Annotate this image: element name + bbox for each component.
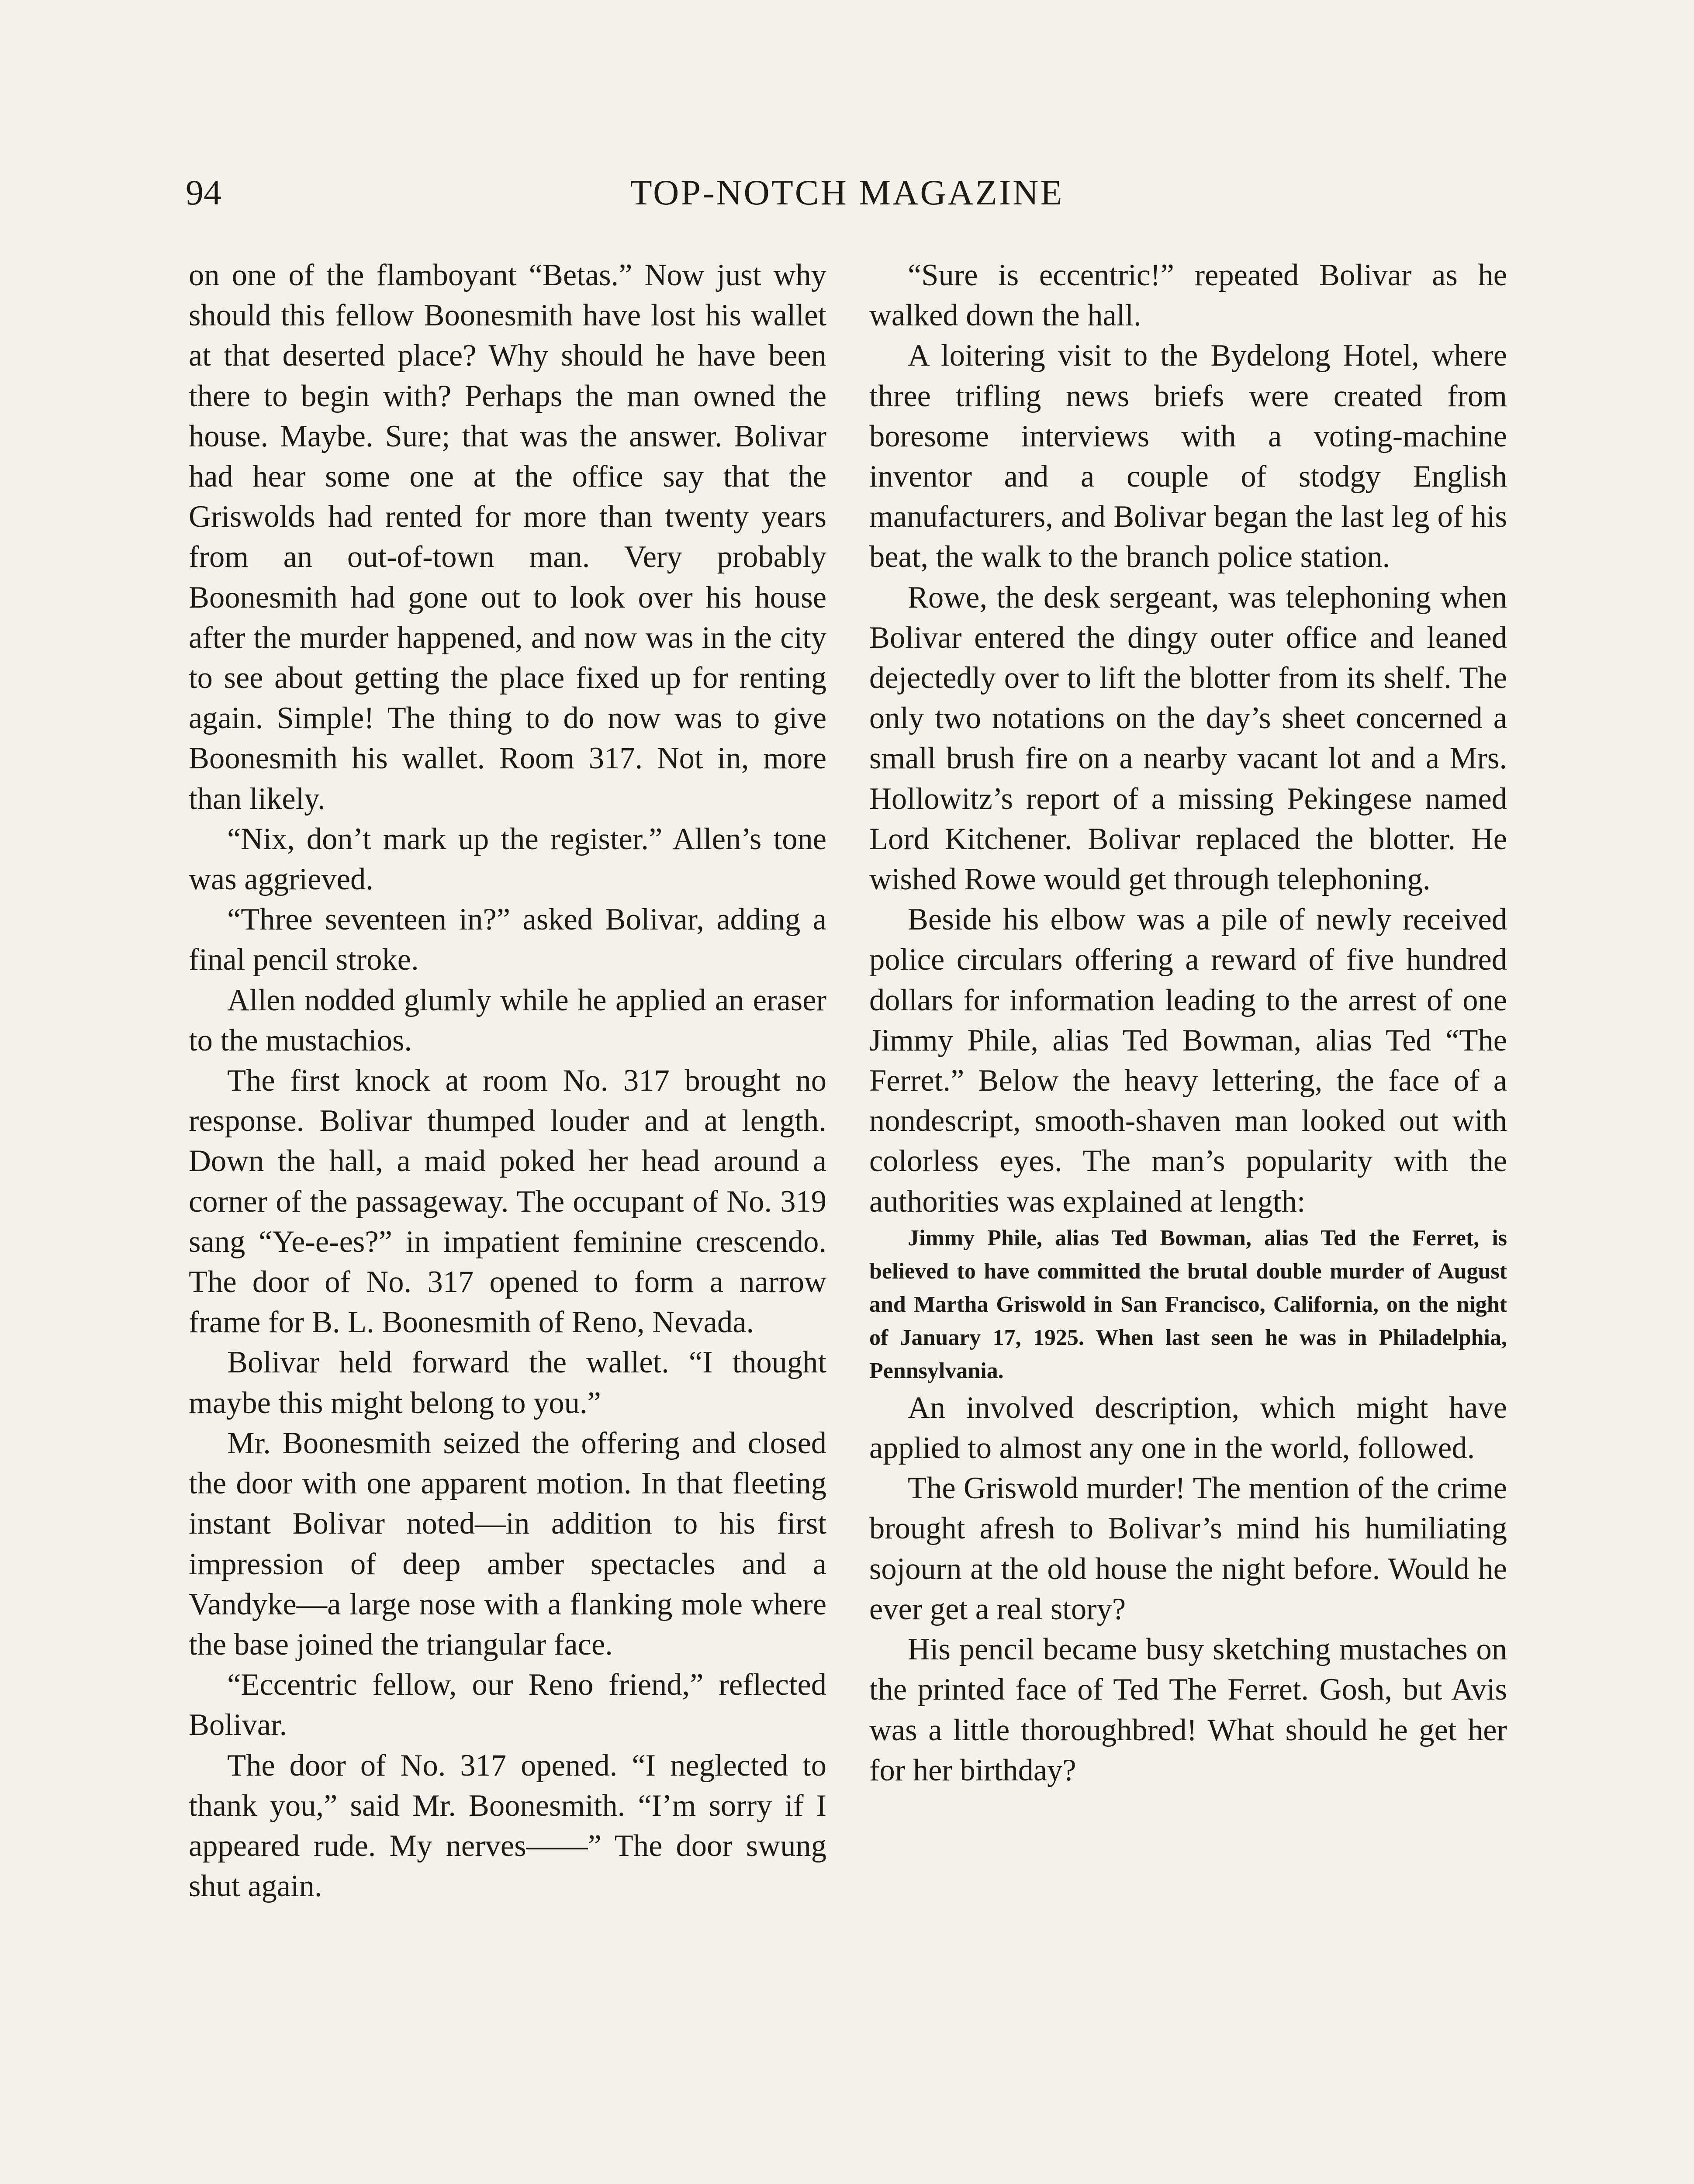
paragraph: The first knock at room No. 317 brought no response. Bolivar thumped louder and at length. Down the hall, a maid poked her head around a corner of the passageway. The occupant of No. 319 sang “Ye-e-es?” in impatient feminine crescendo. The door of No. 317 opened to form a narrow frame for B. L. Boonesmith of Reno, Nevada. [189,1064,826,1340]
paragraph: The Griswold murder! The mention of the crime brought afresh to Bolivar’s mind his humiliating sojourn at the old house the night before. Would he ever get a real story? [869,1471,1507,1626]
page-number: 94 [186,173,221,212]
right-column [869,255,1507,1790]
paragraph: The door of No. 317 opened. “I neglected to thank you,” said Mr. Boonesmith. “I’m sorry if I appeared rude. My nerves——” The door swung shut again. [189,1748,826,1904]
paragraph: “Sure is eccentric!” repeated Bolivar as he walked down the hall. [869,258,1507,333]
police-circular-excerpt: Jimmy Phile, alias Ted Bowman, alias Ted the Ferret, is believed to have committed the brutal double murder of August and Martha Griswold in San Francisco, California, on the night of January 17, 1925. When last seen he was in Philadelphia, Pennsylvania. [869,1225,1507,1383]
paragraph: Mr. Boonesmith seized the offering and closed the door with one apparent motion. In that fleeting instant Bolivar noted—in addition to his first impression of deep amber spectacles and a Vandyke—a large nose with a flanking mole where the base joined the triangular face. [189,1426,826,1662]
paragraph: “Three seventeen in?” asked Bolivar, adding a final pencil stroke. [189,902,826,977]
paragraph: Rowe, the desk sergeant, was telephoning when Bolivar entered the dingy outer office and leaned dejectedly over to lift the blotter from its shelf. The only two notations on the day’s sheet concerned a small brush fire on a nearby vacant lot and a Mrs. Hollowitz’s report of a missing Pekingese named Lord Kitchener. Bolivar replaced the blotter. He wished Rowe would get through telephoning. [869,580,1507,897]
paragraph: An involved description, which might have applied to almost any one in the world, followed. [869,1390,1507,1465]
paragraph: Beside his elbow was a pile of newly received police circulars offering a reward of five hundred dollars for information leading to the arrest of one Jimmy Phile, alias Ted Bowman, alias Ted “The Ferret.” Below the heavy lettering, the face of a nondescript, smooth-shaven man looked out with colorless eyes. The man’s popularity with the authorities was explained at length: [869,902,1507,1219]
paragraph: on one of the flamboyant “Betas.” Now just why should this fellow Boonesmith have lost his wallet at that deserted place? Why should he have been there to begin with? Perhaps the man owned the house. Maybe. Sure; that was the answer. Bolivar had hear some one at the office say that the Griswolds had rented for more than twenty years from an out-of-town man. Very probably Boonesmith had gone out to look over his house after the murder happened, and now was in the city to see about getting the place fixed up for renting again. Simple! The thing to do now was to give Boonesmith his wallet. Room 317. Not in, more than likely. [189,258,826,816]
paragraph: His pencil became busy sketching mustaches on the printed face of Ted The Ferret. Gosh, but Avis was a little thoroughbred! What should he get her for her birthday? [869,1632,1507,1787]
paragraph: Allen nodded glumly while he applied an eraser to the mustachios. [189,983,826,1057]
paragraph: Bolivar held forward the wallet. “I thought maybe this might belong to you.” [189,1345,826,1420]
paragraph: “Eccentric fellow, our Reno friend,” reflected Bolivar. [189,1668,826,1742]
left-column [189,255,826,1906]
paragraph: “Nix, don’t mark up the register.” Allen’s tone was aggrieved. [189,822,826,897]
running-head: TOP-NOTCH MAGAZINE [630,173,1064,212]
paragraph: A loitering visit to the Bydelong Hotel, where three trifling news briefs were created from boresome interviews with a voting-machine inventor and a couple of stodgy English manufacturers, and Bolivar began the last leg of his beat, the walk to the branch police station. [869,339,1507,574]
